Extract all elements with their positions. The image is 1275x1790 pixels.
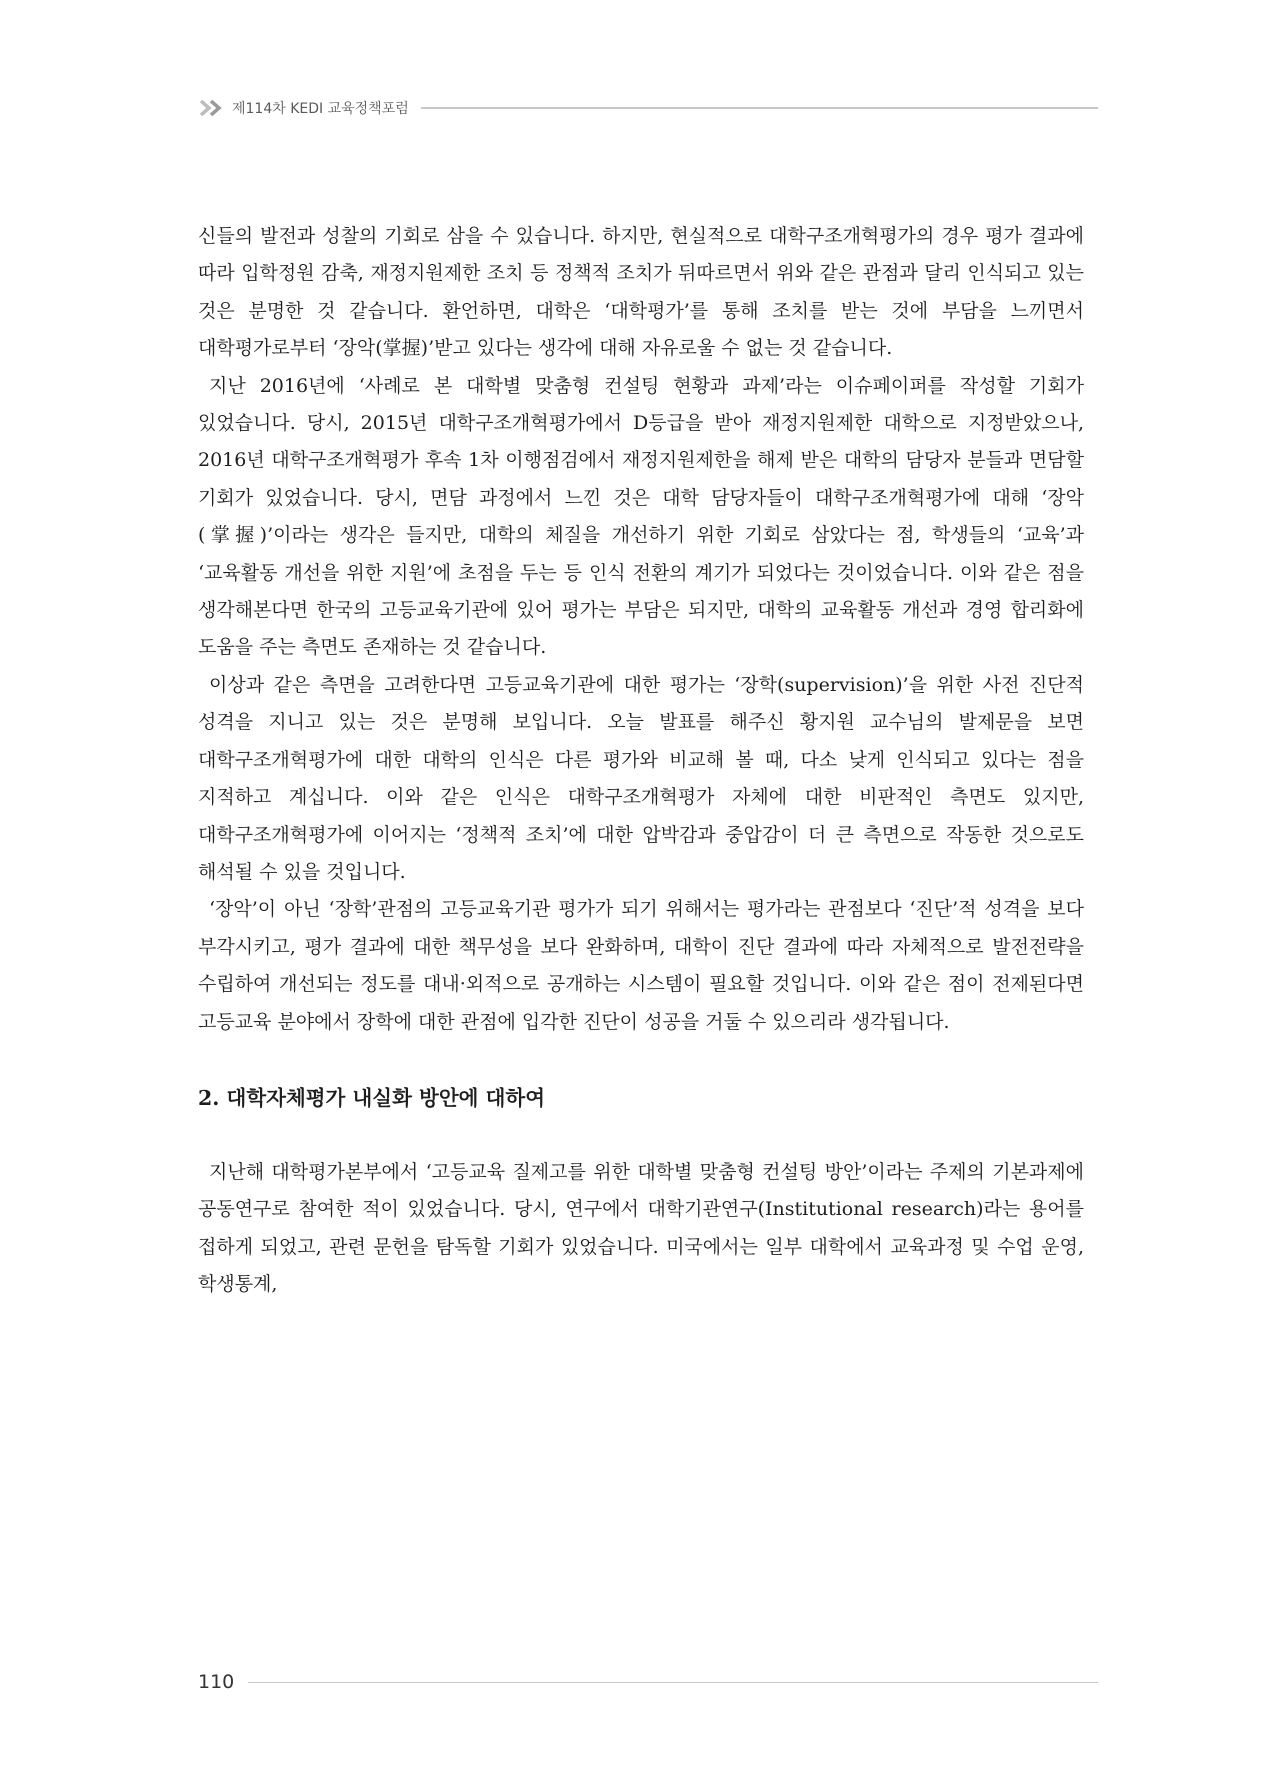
paragraph: 이상과 같은 측면을 고려한다면 고등교육기관에 대한 평가는 ‘장학(supervision)’을 위한 사전 진단적 성격을 지니고 있는 것은 분명해 보입니다. 오늘 발표를 해주신 황지원 교수님의 발제문을 보면 대학구조개혁평가에 대한 대학의 인식은 다른 평가와 비교해 볼 때, 다소 낮게 인식되고 있다는 점을 지적하고 계십니다. 이와 같은 인식은 대학구조개혁평가 자체에 대한 비판적인 측면도 있지만, 대학구조개혁평가에 이어지는 ‘정책적 조치’에 대한 압박감과 중압감이 더 큰 측면으로 작동한 것으로도 해석될 수 있을 것입니다. <box>198 673 1084 883</box>
header-divider <box>421 107 1098 109</box>
paragraph: 신들의 발전과 성찰의 기회로 삼을 수 있습니다. 하지만, 현실적으로 대학구조개혁평가의 경우 평가 결과에 따라 입학정원 감축, 재정지원제한 조치 등 정책적 조치가 뒤따르면서 위와 같은 관점과 달리 인식되고 있는 것은 분명한 것 같습니다. 환언하면, 대학은 ‘대학평가’를 통해 조치를 받는 것에 부담을 느끼면서 대학평가로부터 ‘장악(掌握)’받고 있다는 생각에 대해 자유로울 수 없는 것 같습니다. <box>198 225 1084 360</box>
main-text <box>198 218 1084 1304</box>
page-number: 110 <box>198 1671 235 1693</box>
double-chevron-icon <box>198 98 228 118</box>
page-footer <box>198 1670 1098 1694</box>
header-title: 제114차 KEDI 교육정책포럼 <box>232 101 409 117</box>
footer-divider <box>248 1682 1098 1683</box>
running-header <box>198 96 1098 120</box>
paragraph: 지난해 대학평가본부에서 ‘고등교육 질제고를 위한 대학별 맞춤형 컨설팅 방안’이라는 주제의 기본과제에 공동연구로 참여한 적이 있었습니다. 당시, 연구에서 대학기관연구(Institutional research)라는 용어를 접하게 되었고, 관련 문헌을 탐독할 기회가 있었습니다. 미국에서는 일부 대학에서 교육과정 및 수업 운영, 학생통계, <box>198 1160 1084 1296</box>
section-heading: 2. 대학자체평가 내실화 방안에 대하여 <box>198 1085 545 1110</box>
paragraph: 지난 2016년에 ‘사례로 본 대학별 맞춤형 컨설팅 현황과 과제’라는 이슈페이퍼를 작성할 기회가 있었습니다. 당시, 2015년 대학구조개혁평가에서 D등급을 받아 재정지원제한 대학으로 지정받았으나, 2016년 대학구조개혁평가 후속 1차 이행점검에서 재정지원제한을 해제 받은 대학의 담당자 분들과 면담할 기회가 있었습니다. 당시, 면담 과정에서 느낀 것은 대학 담당자들이 대학구조개혁평가에 대해 ‘장악(掌握)’이라는 생각은 들지만, 대학의 체질을 개선하기 위한 기회로 삼았다는 점, 학생들의 ‘교육’과 ‘교육활동 개선을 위한 지원’에 초점을 두는 등 인식 전환의 계기가 되었다는 것이었습니다. 이와 같은 점을 생각해본다면 한국의 고등교육기관에 있어 평가는 부담은 되지만, 대학의 교육활동 개선과 경영 합리화에 도움을 주는 측면도 존재하는 것 같습니다. <box>198 374 1084 659</box>
paragraph: ‘장악’이 아닌 ‘장학’관점의 고등교육기관 평가가 되기 위해서는 평가라는 관점보다 ‘진단’적 성격을 보다 부각시키고, 평가 결과에 대한 책무성을 보다 완화하며, 대학이 진단 결과에 따라 자체적으로 발전전략을 수립하여 개선되는 정도를 대내·외적으로 공개하는 시스템이 필요할 것입니다. 이와 같은 점이 전제된다면 고등교육 분야에서 장학에 대한 관점에 입각한 진단이 성공을 거둘 수 있으리라 생각됩니다. <box>198 898 1084 1033</box>
